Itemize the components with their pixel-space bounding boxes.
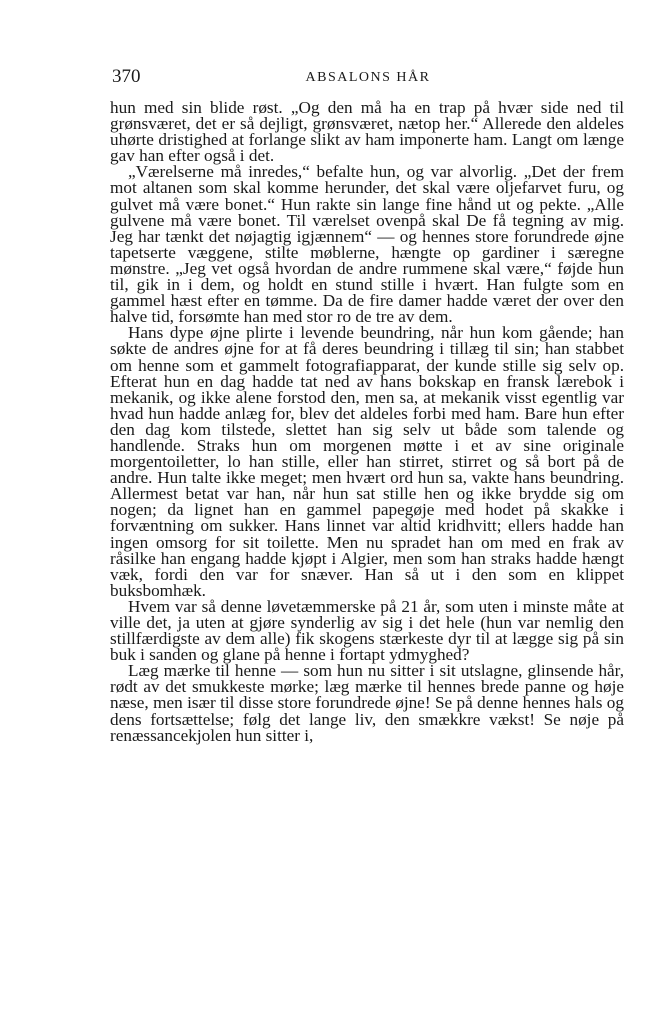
paragraph-1: hun med sin blide røst. „Og den må ha en trap på hvær side ned til grønsværet, det er så dejligt, grønsværet, nætop her.“ Allerede den aldeles uhørte dristighed at forlange slikt av ham imponerte ham. Langt om længe gav han efter også i det.	[110, 98, 624, 166]
running-title: ABSALONS HÅR	[305, 70, 431, 85]
body-text	[110, 100, 624, 744]
paragraph-5: Læg mærke til henne — som hun nu sitter i sit utslagne, glinsende hår, rødt av det smukkeste mørke; læg mærke til hennes brede panne og høje næse, men især til disse store forundrede øjne! Se på denne hennes hals og dens fortsættelse; følg det lange liv, den smækkre vækst! Se nøje på renæssancekjolen hun sitter i,	[110, 661, 624, 745]
paragraph-4: Hvem var så denne løvetæmmerske på 21 år, som uten i minste måte at ville det, ja uten at gjøre synderlig av sig i det hele (hun var nemlig den stillfærdigste av dem alle) fik skogens stærkeste dyr til at lægge sig på sin buk i sanden og glane på henne i fortapt ydmyghed?	[110, 596, 624, 665]
page-number: 370	[112, 66, 141, 87]
paragraph-2: „Værelserne må inredes,“ befalte hun, og var alvorlig. „Det der frem mot altanen som skal komme herunder, det skal være oljefarvet furu, og gulvet må være bonet.“ Hun rakte sin lange fine hånd ut og pekte. „Alle gulvene må være bonet. Til værelset ovenpå skal De få tegning av mig. Jeg har tænkt det nøjagtig igjænnem“ — og hennes store forundrede øjne tapetserte væggene, stilte møblerne, hængte op gardiner i særegne mønstre. „Jeg vet også hvordan de andre rummene skal være,“ føjde hun til, gik in i dem, og holdt en stund stille i hvært. Han fulgte som en gammel hæst efter en tømme. Da de fire damer hadde været der over den halve tid, forsømte han med stor ro de tre av dem.	[110, 162, 624, 327]
page-header	[110, 66, 626, 90]
paragraph-3: Hans dype øjne plirte i levende beundring, når hun kom gående; han søkte de andres øjne for at få deres beundring i tillæg til sin; han stabbet om henne som et gammelt fotografiapparat, der kunde stille sig selv op. Efterat hun en dag hadde tat ned av hans bokskap en fransk lærebok i mekanik, og ikke alene forstod den, men sa, at mekanik visst egentlig var hvad hun hadde anlæg for, blev det aldeles forbi med ham. Bare hun efter den dag kom tilstede, slettet han sig selv ut både som talende og handlende. Straks hun om morgenen møtte i et av sine originale morgentoiletter, lo han stille, eller han stirret, stirret og så bort på de andre. Hun talte ikke meget; men hvært ord hun sa, vakte hans beundring. Allermest betat var han, når hun sat stille hen og ikke brydde sig om nogen; da lignet han en gammel papegøje med hodet på skakke i forvæntning om sukker. Hans linnet var altid kridhvitt; ellers hadde han ingen omsorg for sit toilette. Men nu spradet han om med en frak av råsilke han engang hadde kjøpt i Algier, men som han straks hadde hængt væk, fordi den var for snæver. Han så ut i den som en klippet buksbomhæk.	[110, 323, 624, 600]
